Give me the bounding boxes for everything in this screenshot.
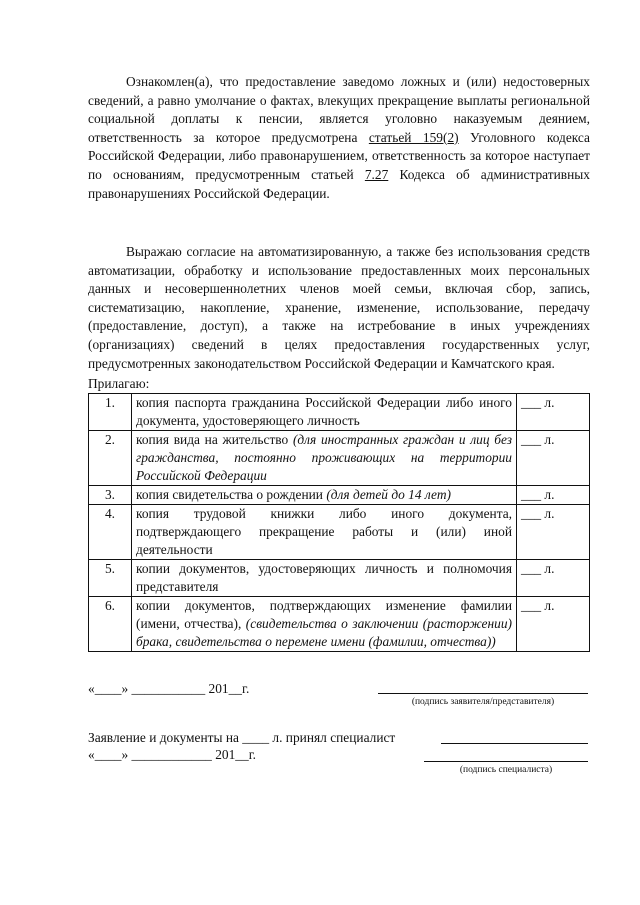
- attachment-number: 5.: [89, 560, 132, 597]
- attachment-row: [89, 597, 590, 652]
- attachment-page-count[interactable]: ___ л.: [517, 505, 590, 560]
- attachment-text: копия трудовой книжки либо иного документа, подтверждающего прекращение работы и (или) иной деятельности: [136, 506, 512, 557]
- specialist-signature-caption: (подпись специалиста): [459, 765, 553, 775]
- attachment-description: [132, 505, 517, 560]
- attachment-text: копия вида на жительство: [136, 432, 293, 447]
- attachment-page-count[interactable]: ___ л.: [517, 431, 590, 486]
- attachment-text: копия паспорта гражданина Российской Федерации либо иного документа, удостоверяющего личность: [136, 395, 512, 428]
- attachment-row: [89, 394, 590, 431]
- attachment-page-count[interactable]: ___ л.: [517, 394, 590, 431]
- attachment-row: [89, 486, 590, 505]
- liability-notice-paragraph: [88, 73, 590, 203]
- attachment-note: (для иностранных граждан и лиц без гражданства, постоянно проживающих на территории Российской Федерации: [136, 432, 512, 483]
- attachment-row: [89, 431, 590, 486]
- attachment-note: (свидетельства о заключении (расторжении) брака, свидетельства о перемене имени (фамилии, отчества)): [136, 616, 512, 649]
- specialist-name-line[interactable]: [441, 743, 588, 744]
- attachment-description: [132, 431, 517, 486]
- article-7-27-link[interactable]: 7.27: [364, 166, 389, 182]
- specialist-signature-line[interactable]: [424, 761, 588, 762]
- applicant-signature-line[interactable]: [378, 693, 588, 694]
- attachment-description: [132, 394, 517, 431]
- attachment-description: [132, 560, 517, 597]
- applicant-signature-caption: (подпись заявителя/представителя): [411, 697, 555, 707]
- attachment-number: 1.: [89, 394, 132, 431]
- attachments-table: [88, 393, 590, 652]
- article-159-link[interactable]: статьей 159(2): [368, 129, 459, 145]
- attachment-description: [132, 486, 517, 505]
- attachment-text: копии документов, удостоверяющих личность и полномочия представителя: [136, 561, 512, 594]
- attachment-note: (для детей до 14 лет): [326, 487, 451, 502]
- attachment-number: 4.: [89, 505, 132, 560]
- attachments-label: Прилагаю:: [88, 376, 150, 391]
- specialist-accepted-text: Заявление и документы на ____ л. принял специалист: [88, 730, 396, 745]
- attachment-page-count[interactable]: ___ л.: [517, 560, 590, 597]
- attachment-row: [89, 505, 590, 560]
- specialist-date-line[interactable]: «____» ____________ 201__г.: [88, 747, 257, 762]
- attachment-description: [132, 597, 517, 652]
- attachment-page-count[interactable]: ___ л.: [517, 486, 590, 505]
- attachment-number: 3.: [89, 486, 132, 505]
- applicant-date-line[interactable]: «____» ___________ 201__г.: [88, 681, 250, 696]
- attachment-number: 2.: [89, 431, 132, 486]
- attachment-row: [89, 560, 590, 597]
- notice-text-1: Ознакомлен(а), что предоставление заведомо ложных и (или) недостоверных сведений, а равно умолчание о фактах, влекущих прекращение выплаты региональной социальной доплаты к пенсии, является уголовно наказуемым деянием, ответственность за которое предусмотрена: [88, 74, 590, 145]
- specialist-accepted-line: [88, 729, 395, 747]
- attachment-text: копия свидетельства о рождении: [136, 487, 327, 502]
- attachment-number: 6.: [89, 597, 132, 652]
- notice-text-2: Уголовного кодекса Российской Федерации, либо правонарушением, ответственность за которое наступает по основаниям, предусмотренным статьей: [88, 129, 590, 182]
- consent-paragraph: Выражаю согласие на автоматизированную, а также без использования средств автоматизации, обработку и использование предоставленных моих персональных данных и несовершеннолетних членов моей семьи, включая сбор, запись, систематизацию, накопление, хранение, изменение, использование, передачу (предоставление, доступ), а также на истребование в иных учреждениях (организациях) сведений в целях предоставления государственных услуг, предусмотренных законодательством Российской Федерации и Камчатского края.: [88, 244, 590, 371]
- notice-text-3: Кодекса об административных правонарушениях Российской Федерации.: [88, 166, 590, 201]
- attachment-text: копии документов, подтверждающих изменение фамилии (имени, отчества),: [136, 598, 512, 631]
- attachment-page-count[interactable]: ___ л.: [517, 597, 590, 652]
